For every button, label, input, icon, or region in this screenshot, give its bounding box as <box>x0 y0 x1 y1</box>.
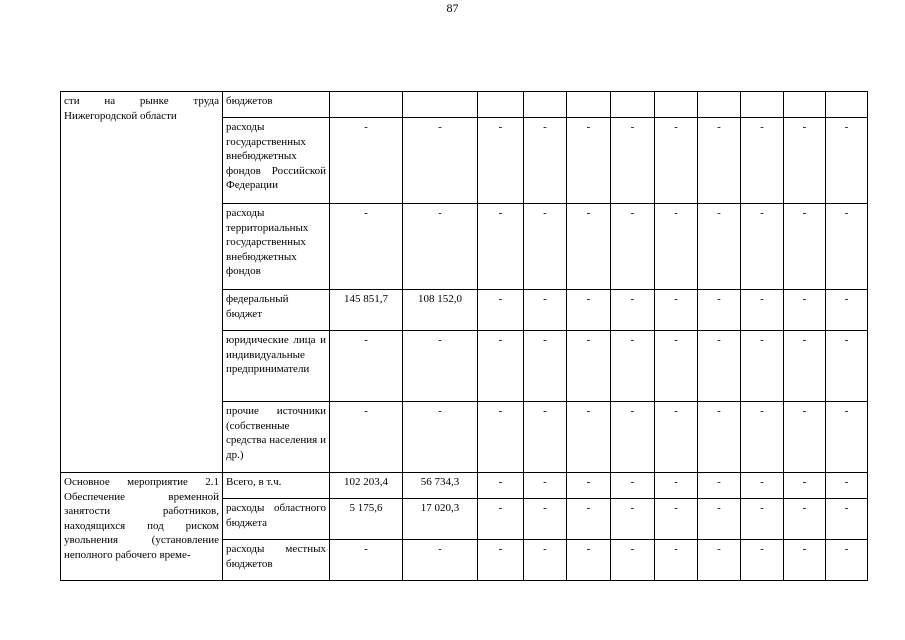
value-cell: - <box>611 473 655 499</box>
value-cell: - <box>698 118 741 204</box>
value-cell: - <box>784 118 826 204</box>
value-cell: - <box>524 118 567 204</box>
value-cell: - <box>524 290 567 331</box>
value-cell: - <box>655 118 698 204</box>
value-cell: - <box>655 331 698 402</box>
value-cell: - <box>478 499 524 540</box>
value-cell: - <box>826 473 868 499</box>
value-cell: - <box>826 118 868 204</box>
value-cell: - <box>478 540 524 581</box>
value-cell: - <box>655 204 698 290</box>
value-cell: - <box>741 290 784 331</box>
value-cell: - <box>478 331 524 402</box>
value-cell: - <box>524 331 567 402</box>
amount-cell: - <box>403 402 478 473</box>
value-cell <box>698 92 741 118</box>
value-cell: - <box>478 204 524 290</box>
funding-source-cell: Всего, в т.ч. <box>223 473 330 499</box>
value-cell: - <box>698 402 741 473</box>
value-cell: - <box>741 402 784 473</box>
value-cell: - <box>784 499 826 540</box>
value-cell: - <box>741 473 784 499</box>
value-cell: - <box>655 402 698 473</box>
value-cell <box>478 92 524 118</box>
value-cell: - <box>741 499 784 540</box>
value-cell: - <box>567 499 611 540</box>
value-cell: - <box>741 331 784 402</box>
value-cell: - <box>784 473 826 499</box>
funding-source-cell: федеральный бюджет <box>223 290 330 331</box>
value-cell: - <box>567 118 611 204</box>
value-cell: - <box>611 331 655 402</box>
value-cell <box>567 92 611 118</box>
value-cell <box>826 92 868 118</box>
amount-cell: - <box>403 540 478 581</box>
value-cell: - <box>478 118 524 204</box>
value-cell: - <box>826 402 868 473</box>
value-cell: - <box>567 540 611 581</box>
table-row <box>61 92 868 118</box>
value-cell: - <box>826 204 868 290</box>
value-cell <box>655 92 698 118</box>
value-cell: - <box>698 499 741 540</box>
value-cell: - <box>698 540 741 581</box>
amount-cell: 108 152,0 <box>403 290 478 331</box>
amount-cell: - <box>330 331 403 402</box>
funding-source-cell: расходы государственных внебюджетных фондов Российской Федерации <box>223 118 330 204</box>
amount-cell: - <box>330 204 403 290</box>
value-cell: - <box>478 290 524 331</box>
value-cell: - <box>611 540 655 581</box>
amount-cell: 5 175,6 <box>330 499 403 540</box>
page-number: 87 <box>446 1 459 15</box>
funding-source-cell: расходы территориальных государственных внебюджетных фондов <box>223 204 330 290</box>
value-cell: - <box>784 402 826 473</box>
value-cell <box>611 92 655 118</box>
amount-cell: - <box>403 204 478 290</box>
value-cell: - <box>784 290 826 331</box>
activity-cell: сти на рынке труда Нижегородской области <box>61 92 223 473</box>
value-cell: - <box>826 499 868 540</box>
value-cell: - <box>698 290 741 331</box>
value-cell: - <box>524 540 567 581</box>
value-cell <box>784 92 826 118</box>
value-cell: - <box>567 473 611 499</box>
value-cell <box>741 92 784 118</box>
value-cell: - <box>784 204 826 290</box>
funding-source-cell: прочие источники (собственные средства населения и др.) <box>223 402 330 473</box>
amount-cell <box>403 92 478 118</box>
value-cell: - <box>567 402 611 473</box>
value-cell: - <box>655 540 698 581</box>
value-cell: - <box>655 290 698 331</box>
value-cell: - <box>784 540 826 581</box>
value-cell: - <box>741 540 784 581</box>
value-cell: - <box>698 204 741 290</box>
value-cell: - <box>567 290 611 331</box>
value-cell: - <box>611 204 655 290</box>
value-cell: - <box>524 499 567 540</box>
value-cell: - <box>655 473 698 499</box>
value-cell: - <box>611 118 655 204</box>
value-cell: - <box>567 331 611 402</box>
activity-cell: Основное мероприятие 2.1 Обеспечение временной занятости работников, находящихся под риском увольнения (установление неполного рабочего време- <box>61 473 223 581</box>
value-cell: - <box>611 402 655 473</box>
amount-cell <box>330 92 403 118</box>
value-cell: - <box>524 204 567 290</box>
value-cell: - <box>478 473 524 499</box>
value-cell: - <box>655 499 698 540</box>
funding-source-cell: расходы местных бюджетов <box>223 540 330 581</box>
amount-cell: - <box>330 118 403 204</box>
amount-cell: 56 734,3 <box>403 473 478 499</box>
amount-cell: - <box>330 540 403 581</box>
value-cell: - <box>698 473 741 499</box>
value-cell: - <box>524 473 567 499</box>
amount-cell: 17 020,3 <box>403 499 478 540</box>
value-cell: - <box>611 499 655 540</box>
value-cell: - <box>826 290 868 331</box>
table-row <box>61 473 868 499</box>
value-cell: - <box>741 204 784 290</box>
value-cell: - <box>741 118 784 204</box>
value-cell: - <box>698 331 741 402</box>
value-cell: - <box>478 402 524 473</box>
amount-cell: - <box>403 331 478 402</box>
value-cell <box>524 92 567 118</box>
budget-table <box>60 91 868 581</box>
value-cell: - <box>826 540 868 581</box>
amount-cell: 145 851,7 <box>330 290 403 331</box>
amount-cell: 102 203,4 <box>330 473 403 499</box>
funding-source-cell: юридические лица и индивидуальные предприниматели <box>223 331 330 402</box>
value-cell: - <box>611 290 655 331</box>
amount-cell: - <box>330 402 403 473</box>
amount-cell: - <box>403 118 478 204</box>
funding-source-cell: бюджетов <box>223 92 330 118</box>
funding-source-cell: расходы областного бюджета <box>223 499 330 540</box>
value-cell: - <box>524 402 567 473</box>
value-cell: - <box>567 204 611 290</box>
value-cell: - <box>784 331 826 402</box>
value-cell: - <box>826 331 868 402</box>
